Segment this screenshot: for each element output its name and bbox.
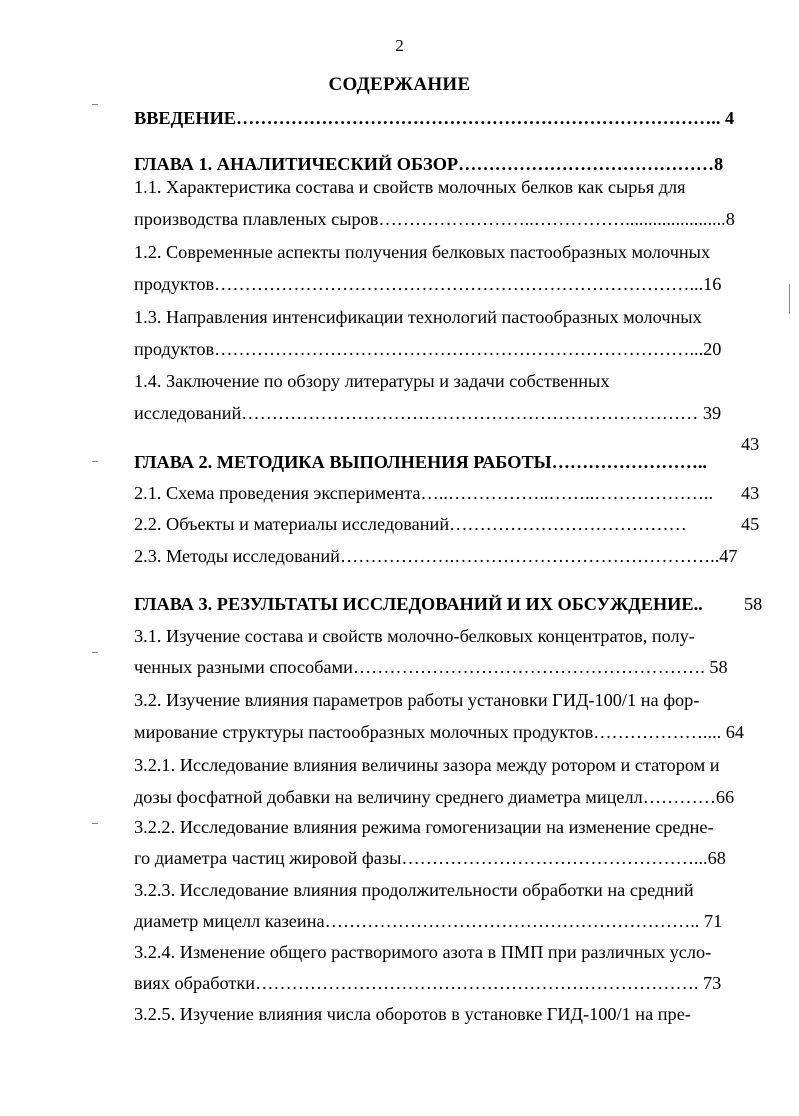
toc-entry-3-2-line1: 3.2. Изучение влияния параметров работы установки ГИД-100/1 на фор- [134, 690, 700, 710]
toc-entry-3-2-5-line1: 3.2.5. Изучение влияния числа оборотов в установке ГИД-100/1 на пре- [134, 1004, 691, 1024]
toc-entry-1-3-line2: продуктов……………………………………………………………………...20 [134, 339, 722, 359]
toc-entry-3-1-line2: ченных разными способами…………………………………………………. 58 [134, 657, 728, 677]
toc-entry-2-2: 2.2. Объекты и материалы исследований………………………………… [134, 514, 687, 534]
scan-mark [92, 652, 98, 653]
toc-entry-3-2-line2: мирование структуры пастообразных молочных продуктов……………….... 64 [134, 722, 745, 742]
scan-mark [92, 461, 98, 462]
toc-entry-3-2-1-line2: дозы фосфатной добавки на величину среднего диаметра мицелл…………66 [134, 787, 735, 807]
toc-entry-1-1-line2: производства плавленых сыров……………………..……………......................8 [134, 209, 735, 229]
scan-mark [789, 284, 790, 314]
toc-entry-chapter-3-page: 58 [744, 594, 763, 614]
toc-entry-2-2-page: 45 [741, 514, 760, 534]
toc-entry-3-2-4-line2: виях обработки………………………………………………………………. 73 [134, 973, 722, 993]
toc-entry-chapter-2: ГЛАВА 2. МЕТОДИКА ВЫПОЛНЕНИЯ РАБОТЫ…………………….. [134, 452, 707, 472]
toc-entry-2-1: 2.1. Схема проведения эксперимента…..……………..……..……………….. [134, 483, 714, 503]
toc-entry-3-2-2-line1: 3.2.2. Исследование влияния режима гомогенизации на изменение средне- [134, 817, 714, 837]
toc-entry-2-1-page: 43 [741, 483, 760, 503]
toc-entry-1-2-line2: продуктов……………………………………………………………………...16 [134, 274, 722, 294]
toc-entry-3-2-4-line1: 3.2.4. Изменение общего растворимого азота в ПМП при различных усло- [134, 942, 712, 962]
scan-mark [92, 823, 98, 824]
toc-entry-3-2-2-line2: го диаметра частиц жировой фазы…………………………………………...68 [134, 848, 726, 868]
toc-entry-1-2-line1: 1.2. Современные аспекты получения белковых пастообразных молочных [134, 242, 711, 262]
toc-entry-chapter-2-page: 43 [741, 434, 760, 454]
page-title: СОДЕРЖАНИЕ [328, 74, 471, 95]
toc-entry-introduction: ВВЕДЕНИЕ…………………………………………………………………….. 4 [134, 108, 735, 128]
toc-entry-1-3-line1: 1.3. Направления интенсификации технологий пастообразных молочных [134, 307, 702, 327]
toc-entry-1-1-line1: 1.1. Характеристика состава и свойств молочных белков как сырья для [134, 177, 686, 197]
toc-entry-3-2-3-line2: диаметр мицелл казеина…………………………………………………….. 71 [134, 911, 723, 931]
scan-mark [92, 104, 98, 105]
toc-entry-3-2-1-line1: 3.2.1. Исследование влияния величины зазора между ротором и статором и [134, 755, 720, 775]
toc-entry-2-3: 2.3. Методы исследований……………….……………………………………..47 [134, 546, 738, 566]
toc-entry-1-4-line2: исследований………………………………………………………………… 39 [134, 403, 722, 423]
toc-entry-chapter-3: ГЛАВА 3. РЕЗУЛЬТАТЫ ИССЛЕДОВАНИЙ И ИХ ОБСУЖДЕНИЕ.. [134, 594, 703, 614]
toc-entry-chapter-1: ГЛАВА 1. АНАЛИТИЧЕСКИЙ ОБЗОР……………………………………8 [134, 154, 724, 174]
page-number: 2 [395, 36, 404, 55]
toc-entry-3-1-line1: 3.1. Изучение состава и свойств молочно-белковых концентратов, полу- [134, 626, 695, 646]
toc-entry-1-4-line1: 1.4. Заключение по обзору литературы и задачи собственных [134, 371, 610, 391]
toc-entry-3-2-3-line1: 3.2.3. Исследование влияния продолжительности обработки на средний [134, 880, 694, 900]
